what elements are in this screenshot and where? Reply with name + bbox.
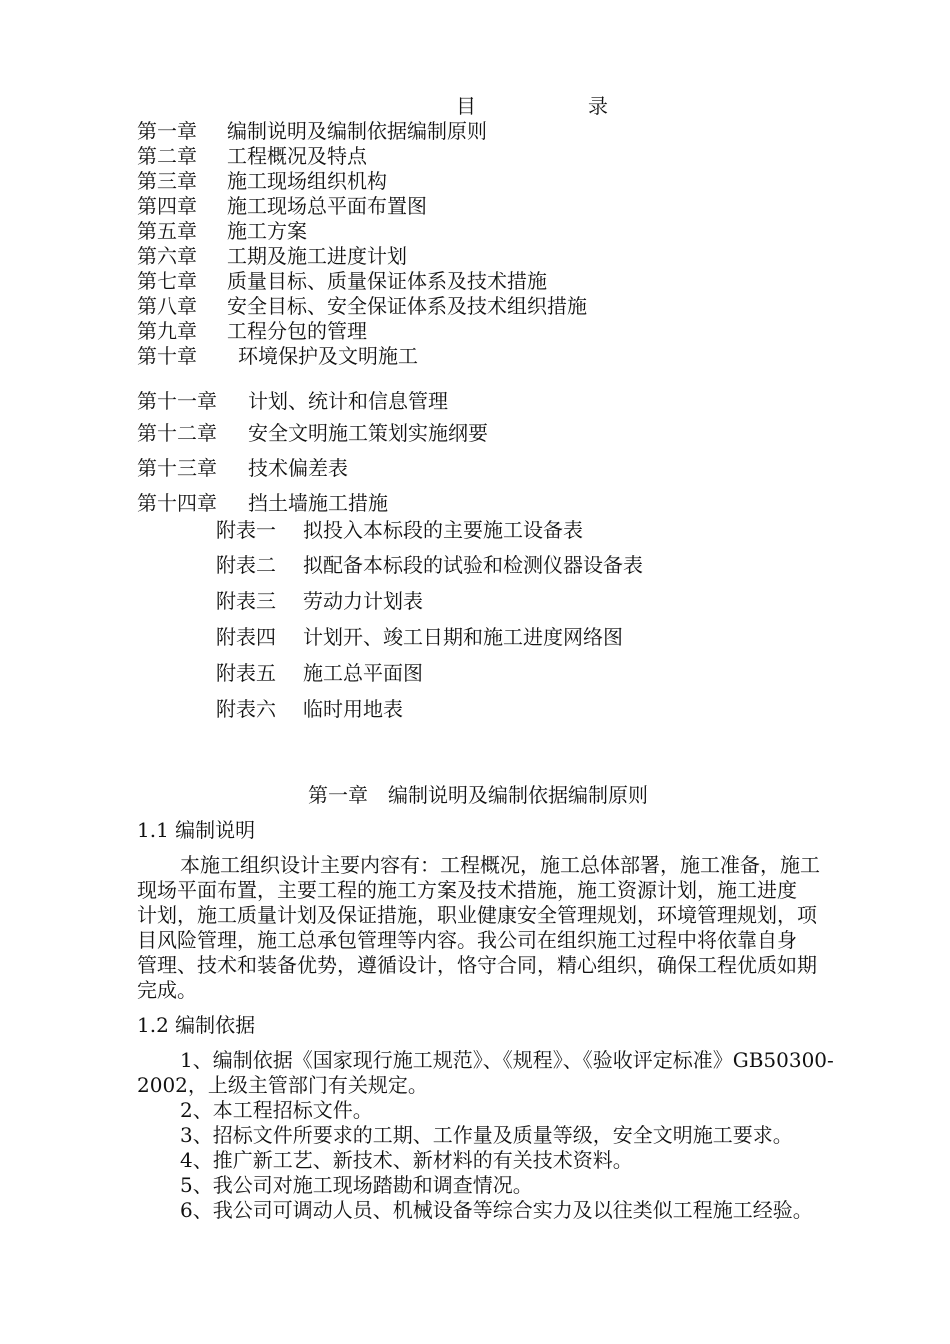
- toc-chapter-title: 施工方案: [227, 219, 307, 243]
- toc-chapter-title: 安全文明施工策划实施纲要: [248, 421, 488, 445]
- toc-chapter-title: 工程概况及特点: [227, 144, 367, 168]
- toc-appendix-number: 附表六: [216, 697, 276, 721]
- paragraph-line: 本施工组织设计主要内容有：工程概况，施工总体部署，施工准备，施工: [180, 853, 820, 877]
- toc-chapter-9: [137, 319, 367, 343]
- chapter-heading: 第一章 编制说明及编制依据编制原则: [308, 783, 648, 807]
- paragraph-line: 完成。: [137, 978, 197, 1002]
- toc-appendix-number: 附表四: [216, 625, 276, 649]
- toc-chapter-title: 技术偏差表: [248, 456, 348, 480]
- toc-appendix-title: 施工总平面图: [303, 661, 423, 685]
- toc-chapter-number: 第十章: [137, 344, 197, 368]
- toc-chapter-title: 安全目标、安全保证体系及技术组织措施: [227, 294, 587, 318]
- toc-appendix-number: 附表二: [216, 553, 276, 577]
- toc-chapter-title: 环境保护及文明施工: [238, 344, 418, 368]
- toc-chapter-number: 第十一章: [137, 389, 217, 413]
- toc-appendix-2: [216, 553, 643, 577]
- toc-chapter-number: 第六章: [137, 244, 197, 268]
- toc-chapter-number: 第七章: [137, 269, 197, 293]
- toc-appendix-number: 附表一: [216, 518, 276, 542]
- toc-chapter-7: [137, 269, 547, 293]
- toc-chapter-5: [137, 219, 307, 243]
- toc-chapter-title: 质量目标、质量保证体系及技术措施: [227, 269, 547, 293]
- list-item: 6、我公司可调动人员、机械设备等综合实力及以往类似工程施工经验。: [180, 1198, 813, 1222]
- toc-appendix-number: 附表三: [216, 589, 276, 613]
- list-item: 2、本工程招标文件。: [180, 1098, 373, 1122]
- toc-chapter-10: [137, 344, 418, 368]
- toc-appendix-4: [216, 625, 623, 649]
- toc-appendix-number: 附表五: [216, 661, 276, 685]
- toc-chapter-13: [137, 456, 348, 480]
- toc-chapter-title: 挡土墙施工措施: [248, 491, 388, 515]
- toc-appendix-3: [216, 589, 423, 613]
- toc-chapter-number: 第五章: [137, 219, 197, 243]
- toc-chapter-number: 第八章: [137, 294, 197, 318]
- toc-chapter-12: [137, 421, 488, 445]
- toc-chapter-number: 第九章: [137, 319, 197, 343]
- toc-chapter-title: 工期及施工进度计划: [227, 244, 407, 268]
- toc-appendix-title: 临时用地表: [303, 697, 403, 721]
- toc-chapter-6: [137, 244, 407, 268]
- section-heading-1-2: 1.2 编制依据: [137, 1013, 256, 1037]
- list-item: 1、编制依据《国家现行施工规范》、《规程》、《验收评定标准》GB50300-: [180, 1048, 834, 1072]
- toc-chapter-number: 第十二章: [137, 421, 217, 445]
- toc-appendix-5: [216, 661, 423, 685]
- toc-chapter-number: 第十四章: [137, 491, 217, 515]
- toc-appendix-title: 计划开、竣工日期和施工进度网络图: [303, 625, 623, 649]
- toc-title: 目 录: [456, 94, 654, 118]
- toc-chapter-number: 第一章: [137, 119, 197, 143]
- toc-chapter-number: 第三章: [137, 169, 197, 193]
- toc-chapter-2: [137, 144, 367, 168]
- paragraph-line: 现场平面布置，主要工程的施工方案及技术措施，施工资源计划，施工进度: [137, 878, 797, 902]
- toc-chapter-11: [137, 389, 448, 413]
- toc-chapter-number: 第二章: [137, 144, 197, 168]
- paragraph-line: 管理、技术和装备优势，遵循设计，恪守合同，精心组织，确保工程优质如期: [137, 953, 817, 977]
- list-item: 2002，上级主管部门有关规定。: [137, 1073, 428, 1097]
- toc-appendix-title: 拟配备本标段的试验和检测仪器设备表: [303, 553, 643, 577]
- list-item: 4、推广新工艺、新技术、新材料的有关技术资料。: [180, 1148, 633, 1172]
- toc-chapter-title: 工程分包的管理: [227, 319, 367, 343]
- toc-appendix-title: 拟投入本标段的主要施工设备表: [303, 518, 583, 542]
- toc-chapter-1: [137, 119, 487, 143]
- toc-appendix-1: [216, 518, 583, 542]
- toc-chapter-title: 编制说明及编制依据编制原则: [227, 119, 487, 143]
- toc-chapter-14: [137, 491, 388, 515]
- toc-chapter-4: [137, 194, 427, 218]
- toc-chapter-8: [137, 294, 587, 318]
- toc-chapter-number: 第十三章: [137, 456, 217, 480]
- section-heading-1-1: 1.1 编制说明: [137, 818, 256, 842]
- toc-chapter-3: [137, 169, 387, 193]
- toc-appendix-title: 劳动力计划表: [303, 589, 423, 613]
- toc-chapter-title: 施工现场组织机构: [227, 169, 387, 193]
- list-item: 3、招标文件所要求的工期、工作量及质量等级，安全文明施工要求。: [180, 1123, 793, 1147]
- paragraph-line: 目风险管理，施工总承包管理等内容。我公司在组织施工过程中将依靠自身: [137, 928, 797, 952]
- toc-chapter-title: 施工现场总平面布置图: [227, 194, 427, 218]
- toc-appendix-6: [216, 697, 403, 721]
- paragraph-line: 计划，施工质量计划及保证措施，职业健康安全管理规划，环境管理规划，项: [137, 903, 817, 927]
- list-item: 5、我公司对施工现场踏勘和调查情况。: [180, 1173, 533, 1197]
- toc-chapter-title: 计划、统计和信息管理: [248, 389, 448, 413]
- toc-chapter-number: 第四章: [137, 194, 197, 218]
